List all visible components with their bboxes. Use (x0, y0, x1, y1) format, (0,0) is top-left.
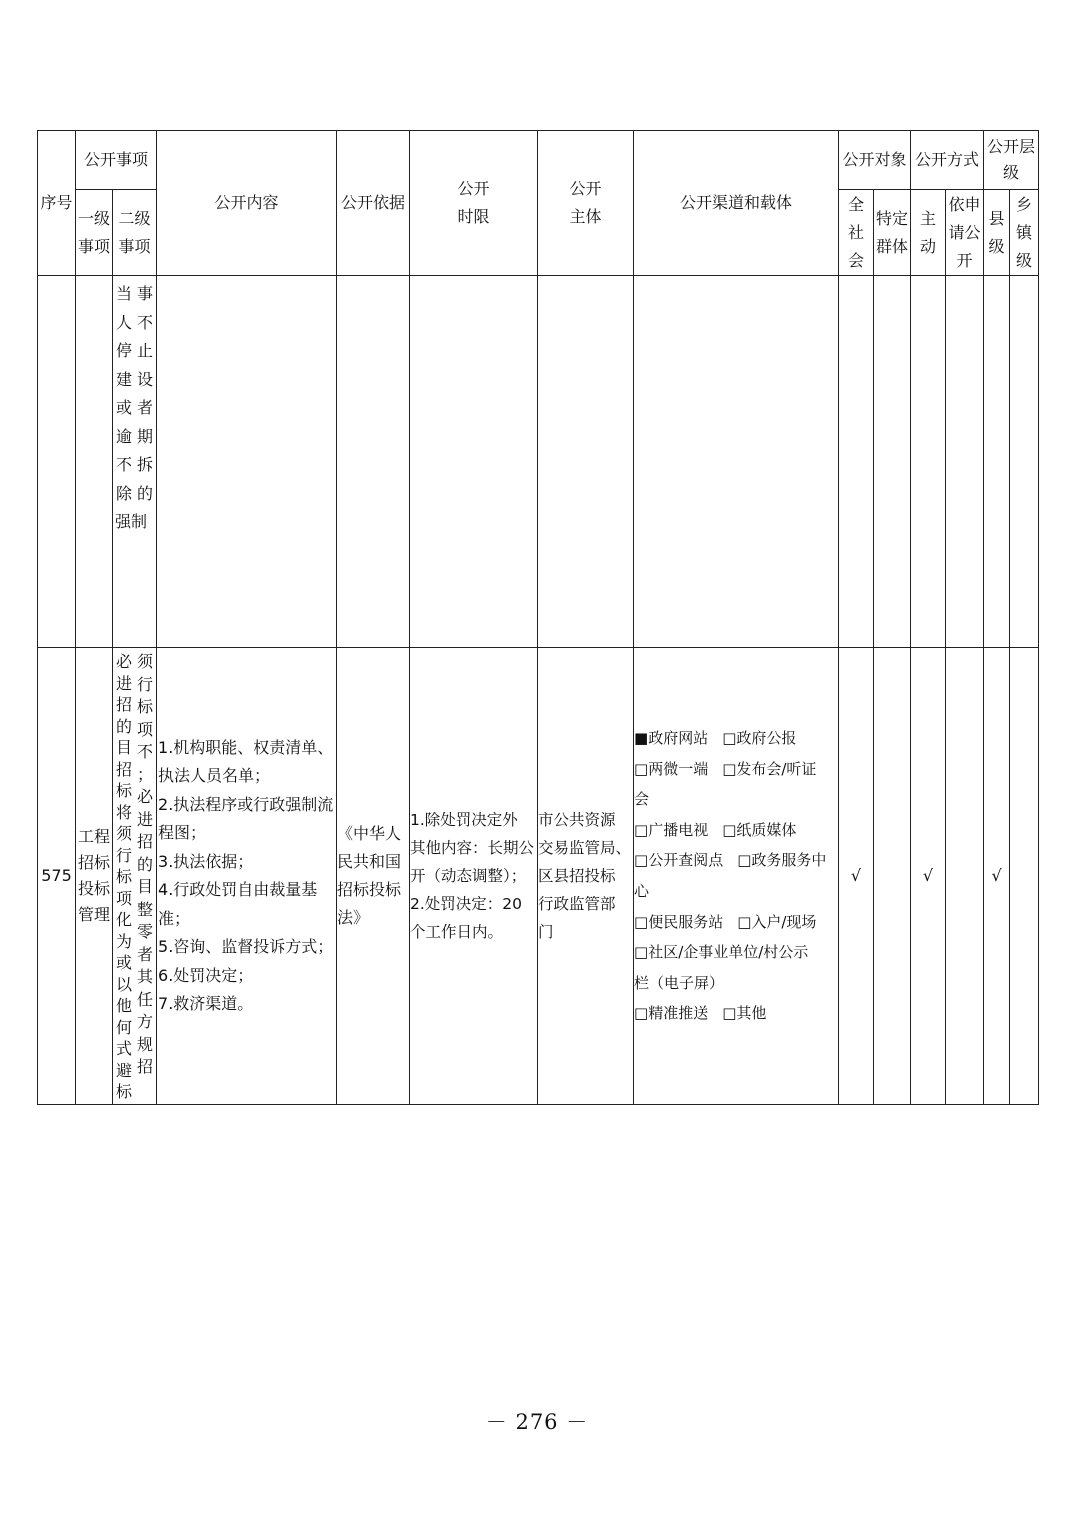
header-row-1 (38, 131, 1039, 190)
row-content (157, 276, 337, 648)
row-level2-right: 事 不 止 设 者 期 拆 的 (137, 284, 154, 503)
row-method-active (911, 276, 946, 648)
channel-line (634, 723, 838, 754)
row-level-township (1010, 648, 1039, 1105)
channel-list (634, 723, 838, 1029)
row-method-active-check: √ (911, 648, 946, 1105)
header-method: 公开方式 (911, 131, 984, 190)
row-level-county-check: √ (984, 648, 1010, 1105)
row-seq: 575 (38, 648, 76, 1105)
row-level2 (113, 648, 157, 1105)
row-subject (538, 276, 634, 648)
header-matters: 公开事项 (76, 131, 157, 190)
row-level-township (1010, 276, 1039, 648)
channel-option: ■政府网站 (634, 729, 709, 748)
row-level2-left: 当 人 停 建 或 逾 不 除 (115, 284, 132, 503)
channel-option: □两微一端 (634, 759, 709, 778)
header-target: 公开对象 (839, 131, 911, 190)
row-method-request (946, 276, 984, 648)
channel-option: 会 (634, 790, 650, 809)
channel-line (634, 784, 838, 815)
header-channels: 公开渠道和载体 (634, 131, 839, 276)
row-target-all-check: √ (839, 648, 874, 1105)
row-level1: 工程 招标 投标 管理 (76, 648, 113, 1105)
channel-option: 心 (634, 882, 650, 900)
row-channels (634, 648, 839, 1105)
channel-line (634, 845, 838, 876)
channel-line (634, 815, 838, 846)
channel-line (634, 998, 838, 1029)
header-time-limit: 公开 时限 (410, 131, 538, 276)
row-target-specific (874, 648, 911, 1105)
row-level2-tail: 强制 (115, 512, 148, 531)
channel-option: □政务服务中 (737, 851, 827, 870)
row-subject: 市公共资源 交易监管局、 区县招投标 行政监管部 门 (538, 648, 634, 1105)
header-level2: 二级 事项 (113, 190, 157, 276)
channel-option: □其他 (722, 1004, 767, 1023)
row-basis (337, 276, 410, 648)
header-level: 公开层 级 (984, 131, 1039, 190)
page-number: － 276 － (485, 1410, 589, 1434)
channel-line (634, 968, 838, 999)
channel-line (634, 907, 838, 938)
row-level2 (113, 276, 157, 648)
header-content: 公开内容 (157, 131, 337, 276)
channel-option: □发布会/听证 (722, 759, 817, 778)
header-basis: 公开依据 (337, 131, 410, 276)
header-seq: 序号 (38, 131, 76, 276)
row-seq (38, 276, 76, 648)
header-target-specific: 特定 群体 (874, 190, 911, 276)
table-row (38, 276, 1039, 648)
channel-option: □便民服务站 (634, 912, 724, 931)
channel-line (634, 754, 838, 785)
channel-option: □入户/现场 (737, 912, 817, 931)
row-target-all (839, 276, 874, 648)
channel-option: □社区/企事业单位/村公示 (634, 943, 809, 962)
header-level-township: 乡 镇 级 (1010, 190, 1039, 276)
row-time-limit: 1.除处罚决定外 其他内容：长期公 开（动态调整）； 2.处罚决定：20 个工作日内。 (410, 648, 538, 1105)
row-content: 1.机构职能、权责清单、 执法人员名单； 2.执法程序或行政强制流 程图； 3.执法依据； 4.行政处罚自由裁量基 准； 5.咨询、监督投诉方式； 6.处罚决定； 7.救济渠道。 (157, 648, 337, 1105)
header-method-active: 主 动 (911, 190, 946, 276)
row-level-county (984, 276, 1010, 648)
channel-option: □精准推送 (634, 1004, 709, 1023)
row-method-request (946, 648, 984, 1105)
channel-line (634, 937, 838, 968)
row-basis: 《中华人 民共和国 招标投标 法》 (337, 648, 410, 1105)
row-channels (634, 276, 839, 648)
table-row (38, 648, 1039, 1105)
row-time-limit (410, 276, 538, 648)
header-level-county: 县 级 (984, 190, 1010, 276)
row-level1 (76, 276, 113, 648)
channel-option: □纸质媒体 (722, 820, 797, 839)
channel-option: □政府公报 (722, 729, 797, 748)
header-method-request: 依申 请公 开 (946, 190, 984, 276)
header-target-all: 全 社 会 (839, 190, 874, 276)
row-target-specific (874, 276, 911, 648)
row-level2-right: 须 行 标 项 不 ； 必 进 招 的 目 整 零 者 其 任 方 规 招 (137, 652, 154, 1076)
disclosure-table (37, 130, 1039, 1105)
channel-option: □广播电视 (634, 820, 709, 839)
channel-option: 栏（电子屏） (634, 973, 725, 992)
header-subject: 公开 主体 (538, 131, 634, 276)
channel-option: □公开查阅点 (634, 851, 724, 870)
channel-line (634, 876, 838, 907)
row-level2-left: 必 进 招 的 目 招 标 将 须 行 标 项 化 为 或 以 他 何 式 避 标 (115, 652, 132, 1101)
header-level1: 一级 事项 (76, 190, 113, 276)
